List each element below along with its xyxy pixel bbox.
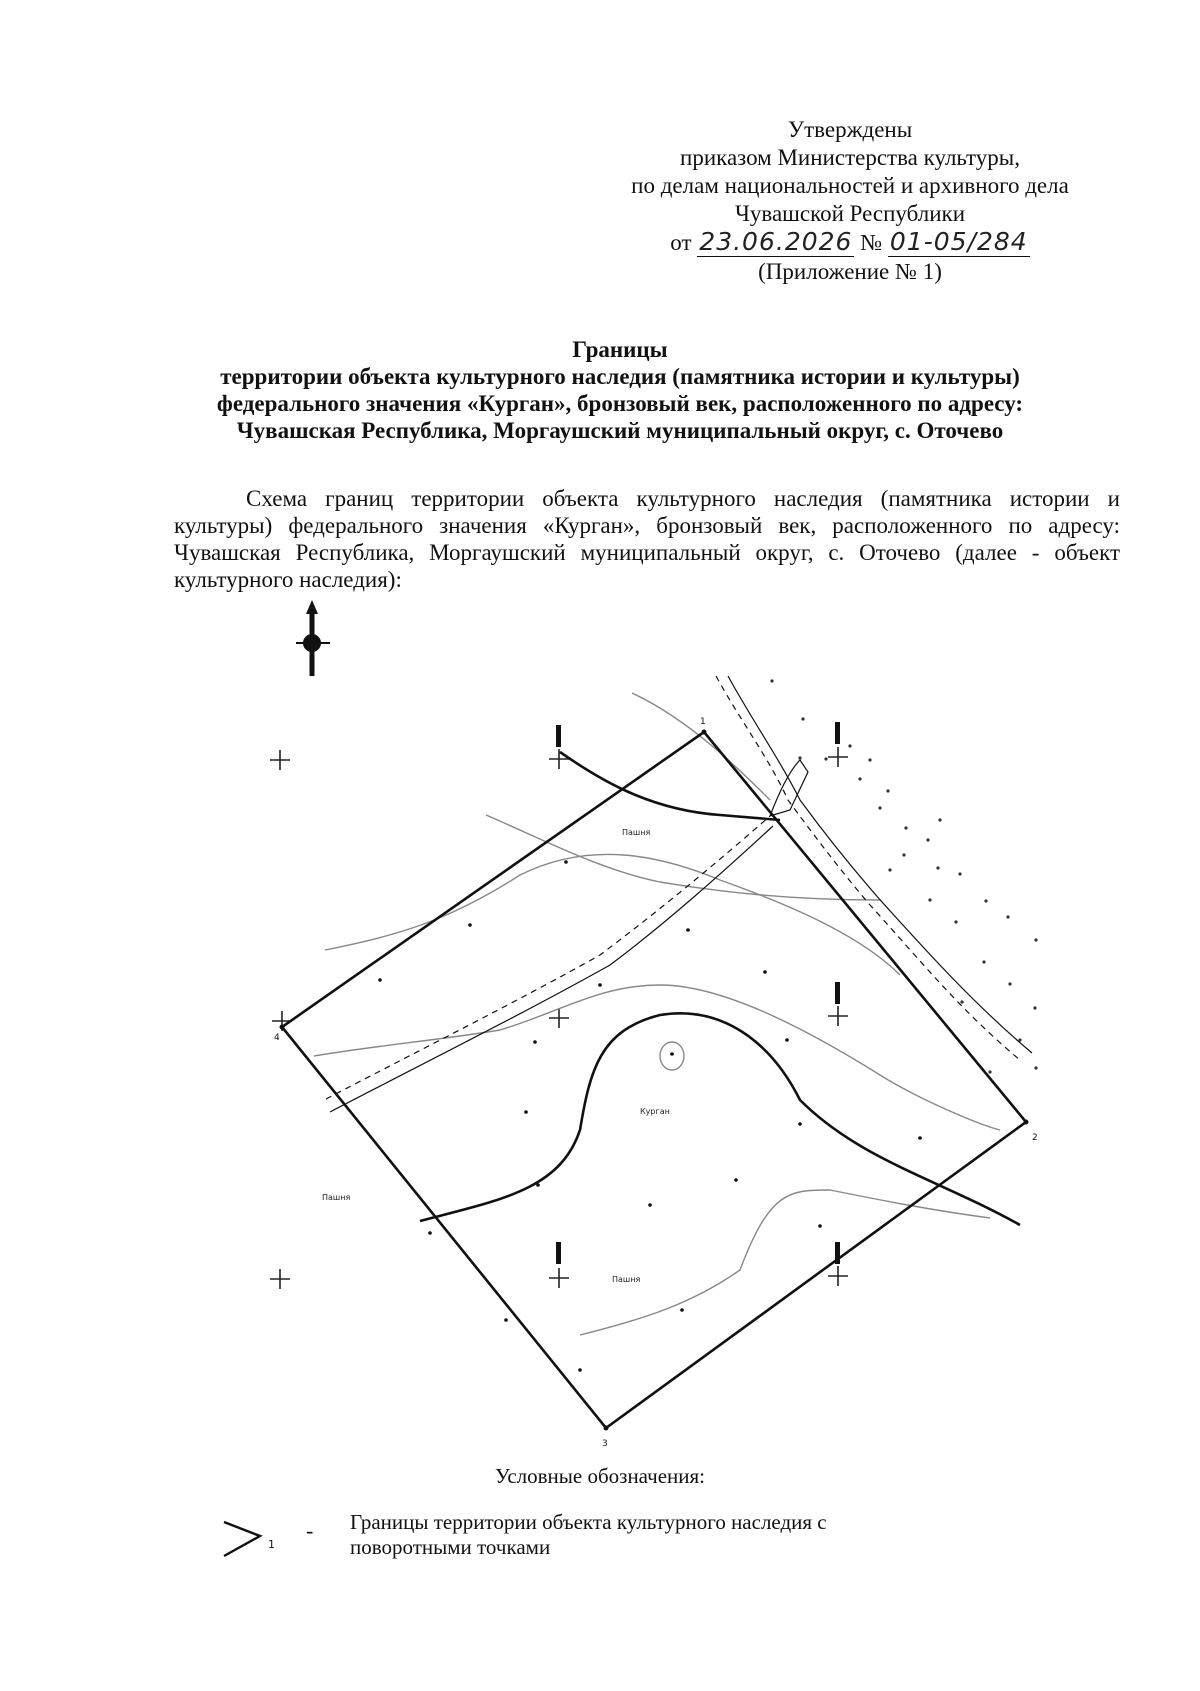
- title-line-1: Границы: [572, 337, 668, 362]
- heritage-boundary: [282, 732, 1026, 1428]
- road: [326, 676, 1032, 1112]
- grid-cross-bars: [556, 722, 840, 1264]
- grid-crosses: [270, 747, 848, 1289]
- grid-cross: [270, 750, 290, 770]
- grid-cross: [828, 747, 848, 767]
- approval-republic-line: Чувашской Республики: [734, 201, 966, 226]
- label-pashnya-bottom: Пашня: [612, 1275, 641, 1284]
- intro-text: Схема границ территории объекта культурного наследия (памятника истории и культуры) федерального значения «Курган», бронзовый век, расположенного по адресу: Чувашская Республика, Моргаушский муниципальный округ, с. Оточево (далее - объект культурного наследия):: [174, 486, 1120, 592]
- legend-point-number: 1: [268, 1538, 275, 1551]
- approval-ministry-line: по делам национальностей и архивного дела: [631, 173, 1069, 198]
- area-labels: [322, 828, 670, 1284]
- label-pashnya-left: Пашня: [322, 1193, 351, 1202]
- grid-cross: [549, 1268, 569, 1288]
- grid-cross: [549, 749, 569, 769]
- contour-lines: [314, 693, 1000, 1335]
- handwritten-date: 23.06.2026: [699, 227, 853, 256]
- label-pashnya-top: Пашня: [622, 828, 651, 837]
- approval-order-line: приказом Министерства культуры,: [680, 145, 1020, 170]
- spot-height-dots: [378, 860, 922, 1372]
- grid-cross: [828, 1006, 848, 1026]
- title-line-4: Чувашская Республика, Моргаушский муниципальный округ, с. Оточево: [236, 418, 1004, 443]
- title-line-3: федерального значения «Курган», бронзовый век, расположенного по адресу:: [216, 391, 1024, 416]
- grid-cross: [270, 1269, 290, 1289]
- boundary-point-labels: [274, 717, 1038, 1449]
- label-kurgan: Курган: [640, 1107, 670, 1116]
- relief-lines: [420, 752, 1020, 1225]
- legend-item-text: Границы территории объекта культурного наследия с поворотными точками: [350, 1510, 827, 1559]
- date-prefix: от: [670, 230, 692, 255]
- appendix-label: (Приложение № 1): [758, 259, 942, 284]
- point-label-4: 4: [274, 1033, 280, 1043]
- handwritten-order-number: 01-05/284: [889, 227, 1028, 256]
- legend-dash: -: [306, 1518, 314, 1543]
- point-label-1: 1: [700, 717, 706, 727]
- approval-heading: Утверждены: [787, 117, 913, 142]
- title-line-2: территории объекта культурного наследия (памятника истории и культуры): [220, 364, 1020, 389]
- north-arrow-icon: [296, 600, 330, 676]
- forest-dots: [770, 679, 1037, 1073]
- point-label-2: 2: [1032, 1133, 1038, 1143]
- grid-cross: [828, 1266, 848, 1286]
- legend-boundary-symbol: [224, 1522, 275, 1556]
- point-label-3: 3: [602, 1439, 608, 1449]
- number-prefix: №: [860, 230, 883, 255]
- legend-title: Условные обозначения:: [494, 1464, 706, 1488]
